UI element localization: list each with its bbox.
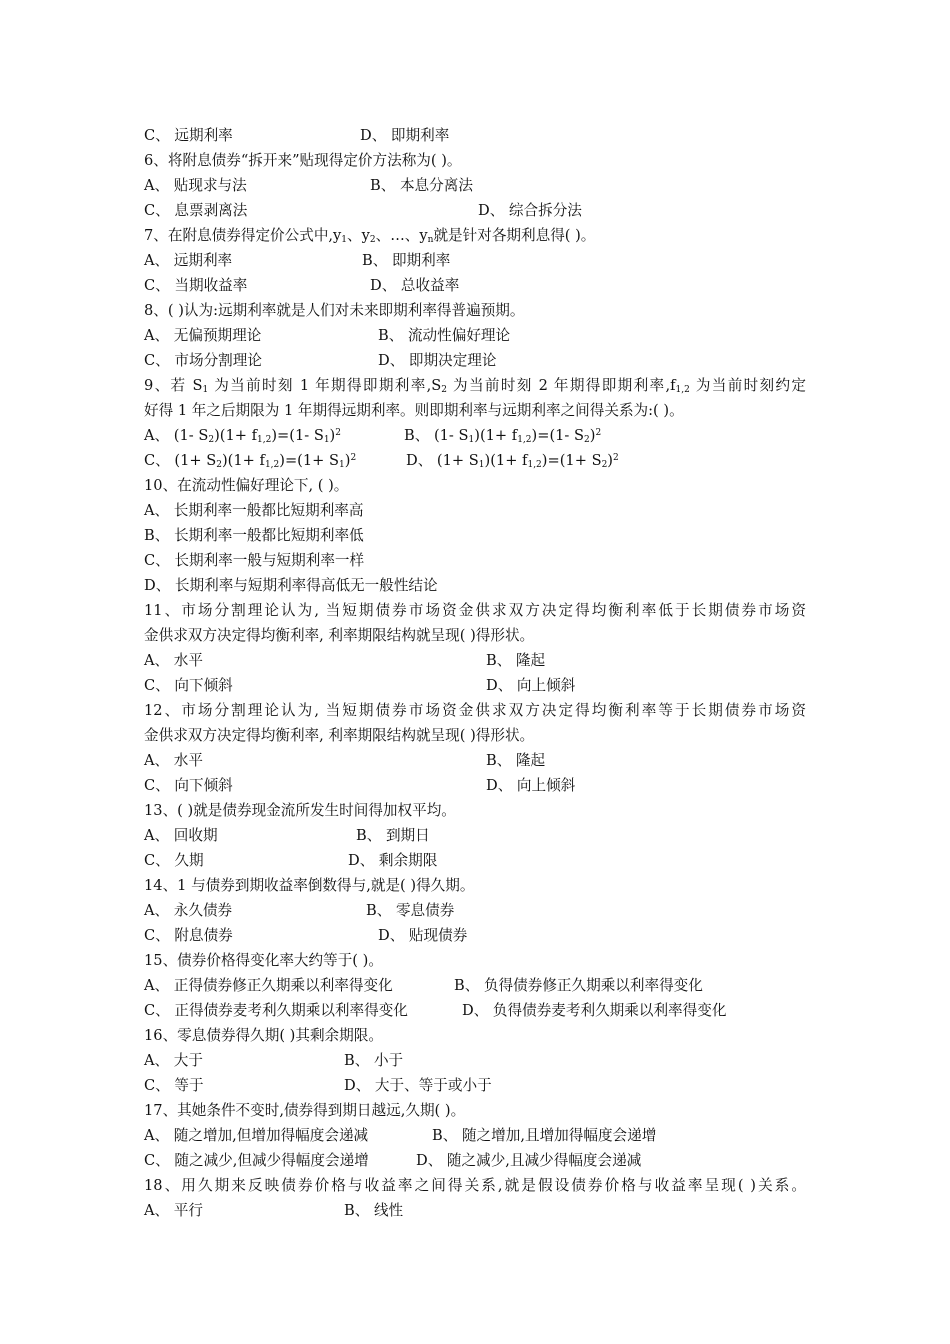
option-a: A、 远期利率 [144,252,233,269]
superscript: 2 [335,428,341,438]
question-18: 18、用久期来反映债券价格与收益率之间得关系,就是假设债券价格与收益率呈现( )关系。 [144,1177,806,1194]
option-b: B、 隆起 [486,752,546,769]
subscript: 1,2 [257,435,272,445]
text-segment: ) [589,427,596,444]
subscript: 2 [208,435,215,445]
option-b: B、 本息分离法 [370,177,473,194]
question-9 [144,373,806,398]
option-a: A、 平行 [144,1202,203,1219]
text-segment: 9、若 S [144,377,203,394]
option-d: D、 向上倾斜 [486,777,576,794]
text-segment: )(1+ f [214,427,258,444]
question-10: 10、在流动性偏好理论下, ( )。 [144,477,349,494]
question-8: 8、( )认为:远期利率就是人们对未来即期利率得普遍预期。 [144,302,525,319]
option-d: D、 总收益率 [370,277,460,294]
text-segment: 为当前时刻约定 [689,377,807,394]
option-d: D、 随之减少,且减少得幅度会递减 [416,1152,642,1169]
option-a: A、 大于 [144,1052,203,1069]
option-c [144,448,356,473]
subscript: 1,2 [527,460,542,470]
option-b: B、 零息债券 [366,902,455,919]
text-segment: ) [607,452,613,469]
text-segment: )(1+ f [221,452,265,469]
text-segment: 就是针对各期利息得( )。 [433,227,596,244]
question-7 [144,223,595,248]
option-b [404,423,601,448]
option-d: D、 长期利率与短期利率得高低无一般性结论 [144,577,438,594]
option-c: C、 长期利率一般与短期利率一样 [144,552,365,569]
text-segment: 为当前时刻 1 年期得即期利率,S [208,377,442,394]
option-d: D、 大于、等于或小于 [344,1077,492,1094]
subscript: 2 [584,435,590,445]
question-12: 12、市场分割理论认为, 当短期债券市场资金供求双方决定得均衡利率等于长期债券市场资 [144,702,806,719]
option-b: B、 小于 [344,1052,404,1069]
option-c: C、 市场分割理论 [144,352,262,369]
subscript: 1,2 [517,435,532,445]
text-segment: A、 (1- S [144,427,209,444]
option-a: A、 长期利率一般都比短期利率高 [144,502,364,519]
subscript: 1,2 [264,460,280,470]
question-16: 16、零息债券得久期( )其剩余期限。 [144,1027,383,1044]
option-b: B、 即期利率 [362,252,451,269]
question-14: 14、1 与债券到期收益率倒数得与,就是( )得久期。 [144,877,475,894]
option-a [144,423,341,448]
option-d: D、 剩余期限 [348,852,438,869]
option-d [406,448,619,473]
option-c: C、 当期收益率 [144,277,248,294]
question-11: 11、市场分割理论认为, 当短期债券市场资金供求双方决定得均衡利率低于长期债券市场资 [144,602,806,619]
text-segment: ) [344,452,351,469]
option-a: A、 永久债券 [144,902,233,919]
subscript: 2 [601,460,608,470]
option-b: B、 到期日 [356,827,430,844]
superscript: 2 [595,428,602,438]
option-b: B、 负得债券修正久期乘以利率得变化 [454,977,703,994]
option-a: A、 回收期 [144,827,218,844]
option-c: C、 息票剥离法 [144,202,248,219]
option-b: B、 隆起 [486,652,546,669]
text-segment: )(1+ f [474,427,518,444]
option-d: D、 向上倾斜 [486,677,576,694]
text-segment: )=(1- S [531,427,584,444]
option-d: D、 即期利率 [360,127,450,144]
option-a: A、 水平 [144,752,203,769]
text-segment: ) [329,427,336,444]
subscript: 1 [339,460,345,470]
text-segment: )=(1- S [271,427,324,444]
option-a: A、 无偏预期理论 [144,327,262,344]
question-12-continued: 金供求双方决定得均衡利率, 利率期限结构就呈现( )得形状。 [144,727,535,744]
option-a: A、 水平 [144,652,203,669]
subscript: 1 [468,435,475,445]
subscript: 2 [441,385,448,395]
question-6: 6、将附息债券“拆开来”贴现得定价方法称为( )。 [144,152,462,169]
option-c: C、 向下倾斜 [144,777,233,794]
subscript: 1,2 [675,385,690,395]
subscript: 1 [478,460,485,470]
text-segment: C、 (1+ S [144,452,217,469]
text-segment: B、 (1- S [404,427,469,444]
subscript: 1 [341,235,348,245]
option-b: B、 线性 [344,1202,404,1219]
question-9-continued: 好得 1 年之后期限为 1 年期得远期利率。则即期利率与远期利率之间得关系为:( )。 [144,402,684,419]
option-c: C、 久期 [144,852,204,869]
text-segment: )(1+ f [484,452,528,469]
option-b: B、 随之增加,且增加得幅度会递增 [432,1127,657,1144]
subscript: 1 [202,385,209,395]
option-c: C、 等于 [144,1077,204,1094]
option-c: C、 随之减少,但减少得幅度会递增 [144,1152,369,1169]
option-a: A、 贴现求与法 [144,177,247,194]
question-13: 13、( )就是债券现金流所发生时间得加权平均。 [144,802,456,819]
option-d: D、 即期决定理论 [378,352,497,369]
text-segment: D、 (1+ S [406,452,479,469]
subscript: 2 [216,460,222,470]
subscript: 2 [369,235,376,245]
option-b: B、 流动性偏好理论 [378,327,511,344]
text-segment: 、…、y [375,227,428,244]
option-c: C、 附息债券 [144,927,233,944]
option-a: A、 随之增加,但增加得幅度会递减 [144,1127,369,1144]
superscript: 2 [613,453,619,463]
superscript: 2 [350,453,357,463]
text-segment: 为当前时刻 2 年期得即期利率,f [447,377,676,394]
option-c: C、 远期利率 [144,127,233,144]
option-b: B、 长期利率一般都比短期利率低 [144,527,364,544]
subscript: 1 [323,435,330,445]
option-a: A、 正得债券修正久期乘以利率得变化 [144,977,393,994]
option-d: D、 综合拆分法 [478,202,582,219]
text-segment: )=(1+ S [279,452,340,469]
question-11-continued: 金供求双方决定得均衡利率, 利率期限结构就呈现( )得形状。 [144,627,535,644]
option-d: D、 贴现债券 [378,927,468,944]
text-segment: 7、在附息债券得定价公式中,y [144,227,342,244]
text-segment: 、y [347,227,370,244]
question-15: 15、债券价格得变化率大约等于( )。 [144,952,383,969]
option-d: D、 负得债券麦考利久期乘以利率得变化 [462,1002,727,1019]
subscript: n [427,235,434,245]
option-c: C、 正得债券麦考利久期乘以利率得变化 [144,1002,408,1019]
question-17: 17、其她条件不变时,债券得到期日越远,久期( )。 [144,1102,466,1119]
option-c: C、 向下倾斜 [144,677,233,694]
text-segment: )=(1+ S [541,452,602,469]
